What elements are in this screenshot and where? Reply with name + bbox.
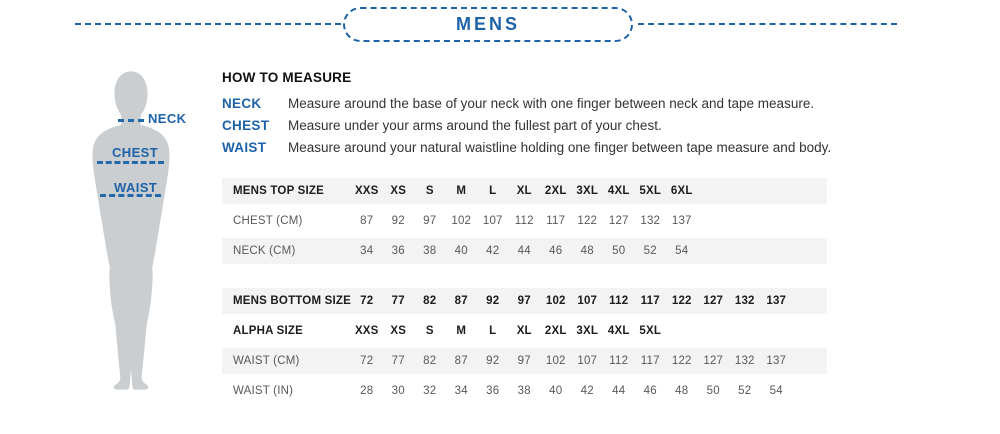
size-value-cell: 107 [577, 355, 598, 367]
size-value-cell: 137 [766, 295, 787, 307]
table-row-chest-cm [222, 208, 827, 234]
neck-figure-label: NECK [148, 111, 187, 126]
measure-term-waist: WAIST [222, 140, 267, 155]
table-row-waist-cm [222, 348, 827, 374]
size-value-cell: 32 [423, 385, 437, 397]
size-value-cell: 117 [640, 355, 660, 367]
size-value-cell: 54 [769, 385, 783, 397]
size-value-cell: M [456, 185, 467, 197]
size-value-cell: 137 [671, 215, 692, 227]
measure-term-chest: CHEST [222, 118, 270, 133]
size-value-cell: 72 [360, 355, 374, 367]
size-value-cell: 4XL [607, 185, 630, 197]
header-dashed-rule-left [75, 23, 341, 25]
size-value-cell: 2XL [544, 185, 567, 197]
size-value-cell: 82 [423, 355, 437, 367]
size-value-cell: 97 [517, 355, 531, 367]
how-to-measure-title: HOW TO MEASURE [222, 70, 352, 85]
size-value-cell: 38 [423, 245, 437, 257]
size-value-cell: 52 [643, 245, 657, 257]
table-header-row [222, 288, 827, 314]
size-value-cell: 52 [738, 385, 752, 397]
size-value-cell: 132 [734, 355, 755, 367]
size-value-cell: 36 [486, 385, 500, 397]
size-value-cell: 5XL [639, 185, 662, 197]
size-value-cell: 122 [671, 295, 692, 307]
size-value-cell: 87 [454, 355, 468, 367]
measure-description-neck: Measure around the base of your neck with one finger between neck and tape measure. [288, 96, 815, 111]
size-value-cell: 127 [703, 355, 724, 367]
size-value-cell: 5XL [639, 325, 662, 337]
size-value-cell: 117 [546, 215, 566, 227]
size-value-cell: L [489, 185, 497, 197]
size-value-cell: XXS [354, 325, 379, 337]
size-value-cell: M [456, 325, 467, 337]
size-value-cell: 3XL [576, 325, 599, 337]
size-value-cell: 48 [675, 385, 689, 397]
size-value-cell: 48 [580, 245, 594, 257]
size-value-cell: 50 [706, 385, 720, 397]
size-value-cell: 54 [675, 245, 689, 257]
size-value-cell: 30 [391, 385, 405, 397]
waist-figure-label: WAIST [114, 180, 158, 195]
size-value-cell: 92 [391, 215, 405, 227]
table-row-neck-cm [222, 238, 827, 264]
size-value-cell: 6XL [670, 185, 693, 197]
size-value-cell: 107 [482, 215, 503, 227]
size-value-cell: 117 [640, 295, 660, 307]
size-value-cell: 28 [360, 385, 374, 397]
size-value-cell: 112 [609, 355, 629, 367]
measure-description-waist: Measure around your natural waistline holding one finger between tape measure and body. [288, 140, 832, 155]
size-value-cell: 46 [549, 245, 563, 257]
size-value-cell: 102 [545, 355, 566, 367]
table-row-alpha-size [222, 318, 827, 344]
size-value-cell: 46 [643, 385, 657, 397]
size-value-cell: 44 [517, 245, 531, 257]
size-value-cell: XL [516, 185, 532, 197]
measure-description-chest: Measure under your arms around the fullest part of your chest. [288, 118, 662, 133]
size-value-cell: 82 [423, 295, 437, 307]
size-value-cell: 132 [640, 215, 661, 227]
size-value-cell: XS [390, 325, 407, 337]
row-label: MENS BOTTOM SIZE [233, 295, 351, 307]
size-value-cell: L [489, 325, 497, 337]
mens-bottom-size-table [222, 288, 827, 408]
row-label: WAIST (CM) [233, 355, 300, 367]
size-value-cell: 102 [545, 295, 566, 307]
size-value-cell: 40 [549, 385, 563, 397]
row-label: NECK (CM) [233, 245, 296, 257]
size-value-cell: 72 [360, 295, 374, 307]
size-value-cell: XL [516, 325, 532, 337]
size-value-cell: 3XL [576, 185, 599, 197]
size-value-cell: 92 [486, 355, 500, 367]
size-value-cell: 97 [423, 215, 437, 227]
mens-top-size-table [222, 178, 827, 268]
size-value-cell: 97 [517, 295, 531, 307]
size-value-cell: 77 [391, 295, 405, 307]
measure-term-neck: NECK [222, 96, 262, 111]
size-value-cell: 137 [766, 355, 787, 367]
size-value-cell: 42 [486, 245, 500, 257]
row-label: WAIST (IN) [233, 385, 294, 397]
size-value-cell: 122 [577, 215, 598, 227]
size-value-cell: S [425, 185, 434, 197]
measure-instruction-row [222, 115, 922, 137]
size-value-cell: 92 [486, 295, 500, 307]
measure-instruction-row [222, 93, 922, 115]
size-value-cell: 38 [517, 385, 531, 397]
size-value-cell: 42 [580, 385, 594, 397]
row-label: ALPHA SIZE [233, 325, 303, 337]
how-to-measure-section [222, 70, 922, 159]
table-row-waist-in [222, 378, 827, 404]
size-value-cell: 87 [454, 295, 468, 307]
row-label: MENS TOP SIZE [233, 185, 325, 197]
size-value-cell: XXS [354, 185, 379, 197]
size-value-cell: 87 [360, 215, 374, 227]
page-title: MENS [455, 14, 520, 34]
mens-badge [343, 7, 633, 42]
size-value-cell: 34 [454, 385, 468, 397]
size-value-cell: 4XL [607, 325, 630, 337]
size-value-cell: 122 [671, 355, 692, 367]
header-dashed-rule-right [638, 23, 897, 25]
neck-measure-line [118, 119, 144, 122]
size-value-cell: 50 [612, 245, 626, 257]
size-value-cell: S [425, 325, 434, 337]
size-value-cell: 132 [734, 295, 755, 307]
size-value-cell: 2XL [544, 325, 567, 337]
size-value-cell: 112 [609, 295, 629, 307]
size-value-cell: 36 [391, 245, 405, 257]
size-value-cell: 44 [612, 385, 626, 397]
waist-measure-line [100, 194, 161, 197]
size-value-cell: 77 [391, 355, 405, 367]
size-value-cell: 112 [514, 215, 534, 227]
row-label: CHEST (CM) [233, 215, 303, 227]
size-value-cell: 107 [577, 295, 598, 307]
table-header-row [222, 178, 827, 204]
size-value-cell: 127 [703, 295, 724, 307]
chest-figure-label: CHEST [112, 145, 159, 160]
size-value-cell: 102 [451, 215, 472, 227]
size-value-cell: XS [390, 185, 407, 197]
size-value-cell: 34 [360, 245, 374, 257]
size-value-cell: 127 [608, 215, 629, 227]
size-value-cell: 40 [454, 245, 468, 257]
measure-instruction-row [222, 137, 922, 159]
chest-measure-line [97, 161, 164, 164]
